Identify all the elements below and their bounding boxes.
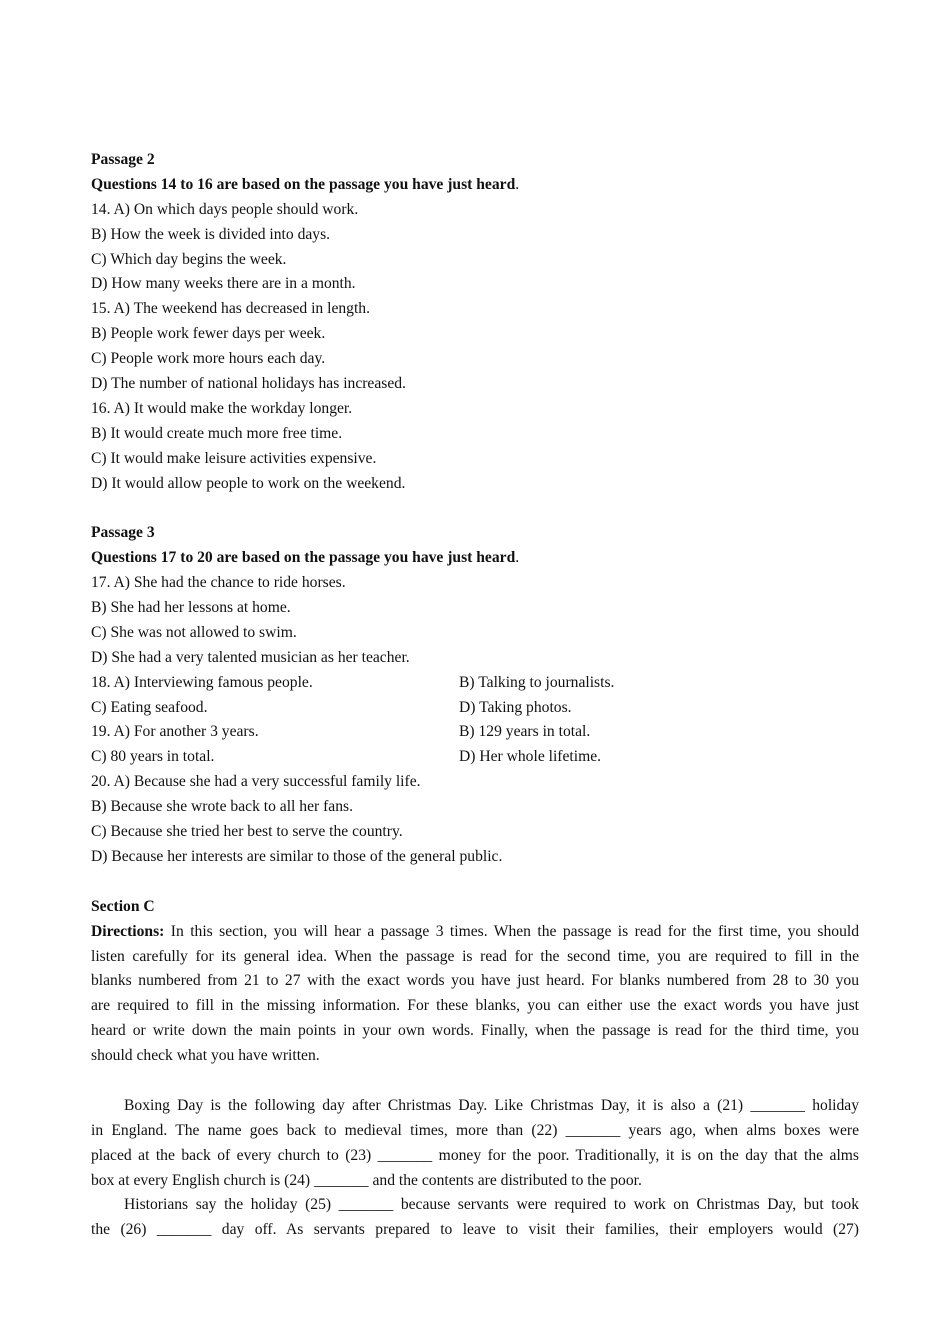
directions-line bbox=[91, 920, 859, 945]
passage-line: the (26) _______ day off. As servants prepared to leave to visit their families, their employers would (27) bbox=[91, 1221, 859, 1239]
question-option: 16. A) It would make the workday longer. bbox=[91, 399, 353, 417]
question-option-row bbox=[91, 720, 859, 745]
passage-2-instruction bbox=[91, 173, 859, 198]
section-c-title: Section C bbox=[91, 897, 155, 915]
question-option: 17. A) She had the chance to ride horses. bbox=[91, 574, 346, 592]
question-option: D) Because her interests are similar to those of the general public. bbox=[91, 847, 503, 865]
question-option-row bbox=[91, 696, 859, 721]
directions-line: are required to fill in the missing information. For these blanks, you can either use the exact words you have just bbox=[91, 997, 859, 1015]
question-option: B) She had her lessons at home. bbox=[91, 599, 291, 617]
passage-3-instruction-text: Questions 17 to 20 are based on the passage you have just heard bbox=[91, 549, 516, 567]
directions-line: heard or write down the main points in your own words. Finally, when the passage is read for the third time, you bbox=[91, 1022, 859, 1040]
passage-3-title: Passage 3 bbox=[91, 524, 155, 542]
passage-line: box at every English church is (24) _______ and the contents are distributed to the poor. bbox=[91, 1171, 642, 1189]
question-option: 18. A) Interviewing famous people. bbox=[91, 673, 313, 691]
question-option: C) Because she tried her best to serve the country. bbox=[91, 823, 403, 841]
directions-text: In this section, you will hear a passage 3 times. When the passage is read for the first time, you should bbox=[164, 922, 859, 940]
passage-line: placed at the back of every church to (23) _______ money for the poor. Traditionally, it is on the day that the alms bbox=[91, 1146, 859, 1164]
question-option: 20. A) Because she had a very successful family life. bbox=[91, 773, 421, 791]
question-option: C) People work more hours each day. bbox=[91, 350, 326, 368]
passage-2-title: Passage 2 bbox=[91, 151, 155, 168]
passage-2-instruction-end: . bbox=[515, 175, 520, 193]
passage-line: in England. The name goes back to medieval times, more than (22) _______ years ago, when alms boxes were bbox=[91, 1121, 859, 1139]
passage-line: Historians say the holiday (25) _______ because servants were required to work on Christmas Day, but took bbox=[124, 1196, 859, 1214]
question-option: 19. A) For another 3 years. bbox=[91, 723, 259, 741]
passage-3-instruction-end: . bbox=[515, 549, 520, 567]
question-option: C) 80 years in total. bbox=[91, 748, 215, 766]
question-option: D) Taking photos. bbox=[459, 698, 572, 716]
question-option: B) Talking to journalists. bbox=[459, 673, 615, 691]
directions-line: should check what you have written. bbox=[91, 1047, 320, 1065]
spacer bbox=[91, 496, 859, 521]
question-option: B) 129 years in total. bbox=[459, 723, 591, 741]
passage-line: Boxing Day is the following day after Christmas Day. Like Christmas Day, it is also a (21) _______ holiday bbox=[124, 1096, 859, 1114]
question-option: C) Eating seafood. bbox=[91, 698, 208, 716]
question-option: D) How many weeks there are in a month. bbox=[91, 275, 356, 293]
question-option: D) It would allow people to work on the weekend. bbox=[91, 474, 406, 492]
question-option: B) It would create much more free time. bbox=[91, 424, 343, 442]
question-option-row bbox=[91, 745, 859, 770]
question-option: D) She had a very talented musician as her teacher. bbox=[91, 648, 410, 666]
spacer bbox=[91, 870, 859, 895]
question-option-row bbox=[91, 671, 859, 696]
question-option: C) Which day begins the week. bbox=[91, 250, 287, 268]
document-page bbox=[91, 148, 859, 1243]
question-option: C) It would make leisure activities expensive. bbox=[91, 449, 377, 467]
question-option: B) People work fewer days per week. bbox=[91, 325, 326, 343]
directions-label: Directions: bbox=[91, 922, 165, 940]
directions-line: listen carefully for its general idea. When the passage is read for the second time, you are required to fill in the bbox=[91, 947, 859, 965]
passage-3-instruction bbox=[91, 546, 859, 571]
question-option: B) How the week is divided into days. bbox=[91, 225, 331, 243]
question-option: C) She was not allowed to swim. bbox=[91, 623, 297, 641]
question-option: 15. A) The weekend has decreased in length. bbox=[91, 300, 371, 318]
directions-line: blanks numbered from 21 to 27 with the exact words you have just heard. For blanks numbered from 28 to 30 you bbox=[91, 972, 859, 990]
passage-2-instruction-text: Questions 14 to 16 are based on the passage you have just heard bbox=[91, 175, 516, 193]
question-option: 14. A) On which days people should work. bbox=[91, 200, 359, 218]
spacer bbox=[91, 1069, 859, 1094]
question-option: D) The number of national holidays has increased. bbox=[91, 375, 406, 393]
question-option: B) Because she wrote back to all her fans. bbox=[91, 798, 353, 816]
question-option: D) Her whole lifetime. bbox=[459, 748, 602, 766]
